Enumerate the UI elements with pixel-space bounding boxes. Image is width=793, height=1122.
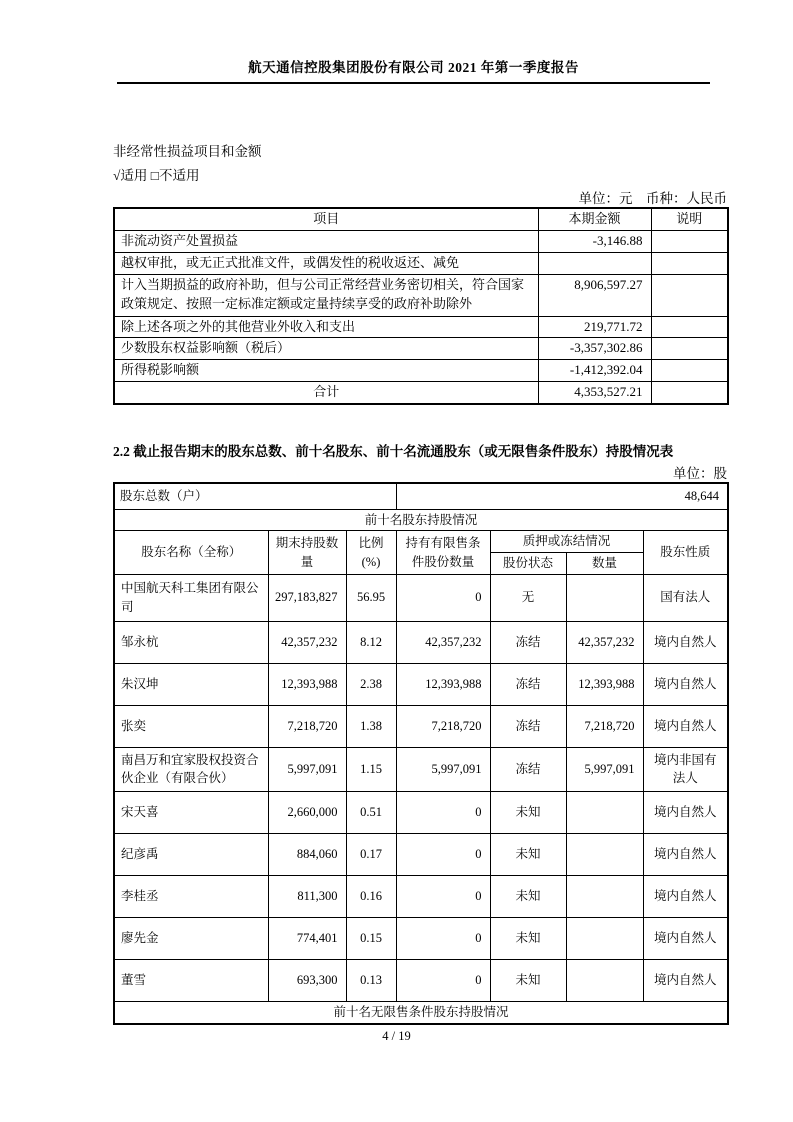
shareholder-row	[114, 833, 728, 875]
cell-item: 合计	[114, 382, 538, 404]
cell-pledge-status: 未知	[490, 791, 566, 833]
cell-shares: 7,218,720	[268, 705, 346, 747]
cell-amount: -3,357,302.86	[538, 338, 651, 360]
cell-restricted-shares: 5,997,091	[396, 747, 490, 791]
cell-pledge-qty: 42,357,232	[566, 621, 643, 663]
cell-pledge-qty: 7,218,720	[566, 705, 643, 747]
cell-ratio: 1.38	[346, 705, 396, 747]
cell-restricted-shares: 0	[396, 574, 490, 621]
cell-item: 非流动资产处置损益	[114, 230, 538, 252]
cell-pledge-qty	[566, 959, 643, 1001]
cell-pledge-qty	[566, 875, 643, 917]
shareholder-row	[114, 747, 728, 791]
table-row	[114, 274, 728, 316]
cell-restricted-shares: 0	[396, 791, 490, 833]
cell-shareholder-name: 李桂丞	[114, 875, 268, 917]
cell-ratio: 0.13	[346, 959, 396, 1001]
cell-group-header: 前十名股东持股情况	[114, 509, 728, 531]
table-row	[114, 360, 728, 382]
cell-shares: 693,300	[268, 959, 346, 1001]
cell-shareholder-nature: 境内非国有法人	[643, 747, 728, 791]
cell-pledge-qty	[566, 574, 643, 621]
cell-pledge-status: 冻结	[490, 621, 566, 663]
cell-shareholder-name: 朱汉坤	[114, 663, 268, 705]
cell-pledge-status: 无	[490, 574, 566, 621]
col-header-amount: 本期金额	[538, 208, 651, 230]
table-header-row	[114, 208, 728, 230]
non-recurring-items-table	[113, 207, 729, 405]
cell-pledge-status: 未知	[490, 875, 566, 917]
group-header-row	[114, 509, 728, 531]
page-number: 4 / 19	[382, 1029, 411, 1043]
col-header-ratio: 比例(%)	[346, 531, 396, 575]
cell-ratio: 0.16	[346, 875, 396, 917]
shareholder-row	[114, 959, 728, 1001]
section1-applicable-line: √适用 □不适用	[113, 168, 200, 183]
cell-note	[651, 338, 728, 360]
cell-shareholder-name: 邹永杭	[114, 621, 268, 663]
cell-pledge-status: 冻结	[490, 663, 566, 705]
cell-shareholder-nature: 境内自然人	[643, 705, 728, 747]
col-header-pledge: 质押或冻结情况	[490, 531, 643, 553]
shareholder-row	[114, 574, 728, 621]
cell-amount: -1,412,392.04	[538, 360, 651, 382]
table-row	[114, 252, 728, 274]
cell-restricted-shares: 0	[396, 917, 490, 959]
cell-total-shareholders-value: 48,644	[396, 483, 728, 509]
cell-ratio: 0.51	[346, 791, 396, 833]
section2-unit-line: 单位：股	[673, 466, 727, 481]
shareholder-row	[114, 791, 728, 833]
cell-shares: 2,660,000	[268, 791, 346, 833]
cell-restricted-shares: 0	[396, 833, 490, 875]
section1-title: 非经常性损益项目和金额	[113, 144, 262, 159]
cell-pledge-status: 未知	[490, 959, 566, 1001]
cell-shares: 811,300	[268, 875, 346, 917]
cell-shares: 884,060	[268, 833, 346, 875]
cell-note	[651, 252, 728, 274]
cell-ratio: 1.15	[346, 747, 396, 791]
cell-shareholder-name: 董雪	[114, 959, 268, 1001]
col-header-pledge-qty: 数量	[566, 553, 643, 575]
cell-amount: -3,146.88	[538, 230, 651, 252]
cell-bottom-group-header: 前十名无限售条件股东持股情况	[114, 1001, 728, 1024]
cell-shareholder-name: 宋天喜	[114, 791, 268, 833]
shareholder-row	[114, 621, 728, 663]
cell-shareholder-nature: 境内自然人	[643, 663, 728, 705]
cell-pledge-qty: 12,393,988	[566, 663, 643, 705]
col-header-nature: 股东性质	[643, 531, 728, 575]
table-row	[114, 338, 728, 360]
cell-amount: 4,353,527.21	[538, 382, 651, 404]
cell-note	[651, 230, 728, 252]
col-header-shares: 期末持股数量	[268, 531, 346, 575]
cell-ratio: 56.95	[346, 574, 396, 621]
cell-restricted-shares: 7,218,720	[396, 705, 490, 747]
cell-note	[651, 316, 728, 338]
page-header	[117, 56, 710, 84]
cell-restricted-shares: 0	[396, 875, 490, 917]
cell-ratio: 2.38	[346, 663, 396, 705]
cell-shareholder-name: 纪彦禹	[114, 833, 268, 875]
cell-pledge-qty	[566, 833, 643, 875]
cell-pledge-qty: 5,997,091	[566, 747, 643, 791]
cell-shareholder-nature: 境内自然人	[643, 791, 728, 833]
cell-shareholder-name: 中国航天科工集团有限公司	[114, 574, 268, 621]
cell-restricted-shares: 12,393,988	[396, 663, 490, 705]
cell-ratio: 0.15	[346, 917, 396, 959]
col-header-name: 股东名称（全称）	[114, 531, 268, 575]
col-header-restricted: 持有有限售条件股份数量	[396, 531, 490, 575]
cell-shares: 774,401	[268, 917, 346, 959]
shareholder-row	[114, 875, 728, 917]
section2-title: 2.2 截止报告期末的股东总数、前十名股东、前十名流通股东（或无限售条件股东）持股情况表	[113, 444, 674, 459]
table-row	[114, 230, 728, 252]
cell-pledge-status: 未知	[490, 917, 566, 959]
page-header-title: 航天通信控股集团股份有限公司 2021 年第一季度报告	[248, 60, 579, 75]
cell-note	[651, 382, 728, 404]
shareholder-row	[114, 917, 728, 959]
table-header-row	[114, 531, 728, 553]
cell-amount	[538, 252, 651, 274]
total-shareholders-row	[114, 483, 728, 509]
cell-ratio: 8.12	[346, 621, 396, 663]
cell-shareholder-nature: 境内自然人	[643, 959, 728, 1001]
cell-amount: 8,906,597.27	[538, 274, 651, 316]
table-total-row	[114, 382, 728, 404]
cell-shares: 297,183,827	[268, 574, 346, 621]
cell-item: 所得税影响额	[114, 360, 538, 382]
section1-unit-line: 单位：元 币种：人民币	[578, 191, 727, 206]
cell-pledge-status: 未知	[490, 833, 566, 875]
cell-pledge-status: 冻结	[490, 747, 566, 791]
cell-shareholder-name: 南昌万和宜家股权投资合伙企业（有限合伙）	[114, 747, 268, 791]
table-row	[114, 316, 728, 338]
cell-total-shareholders-label: 股东总数（户）	[114, 483, 396, 509]
col-header-item: 项目	[114, 208, 538, 230]
cell-shareholder-nature: 国有法人	[643, 574, 728, 621]
col-header-pledge-status: 股份状态	[490, 553, 566, 575]
cell-item: 越权审批，或无正式批准文件，或偶发性的税收返还、减免	[114, 252, 538, 274]
cell-shares: 12,393,988	[268, 663, 346, 705]
cell-item: 计入当期损益的政府补助，但与公司正常经营业务密切相关，符合国家政策规定、按照一定标准定额或定量持续享受的政府补助除外	[114, 274, 538, 316]
cell-shares: 5,997,091	[268, 747, 346, 791]
shareholder-row	[114, 663, 728, 705]
cell-pledge-qty	[566, 917, 643, 959]
cell-note	[651, 274, 728, 316]
cell-shareholder-nature: 境内自然人	[643, 917, 728, 959]
bottom-group-header-row	[114, 1001, 728, 1024]
cell-shareholder-name: 张奕	[114, 705, 268, 747]
shareholder-row	[114, 705, 728, 747]
col-header-note: 说明	[651, 208, 728, 230]
cell-pledge-qty	[566, 791, 643, 833]
cell-item: 除上述各项之外的其他营业外收入和支出	[114, 316, 538, 338]
cell-note	[651, 360, 728, 382]
top10-shareholders-table	[113, 482, 729, 1025]
cell-shareholder-nature: 境内自然人	[643, 833, 728, 875]
cell-shareholder-nature: 境内自然人	[643, 875, 728, 917]
cell-restricted-shares: 0	[396, 959, 490, 1001]
cell-pledge-status: 冻结	[490, 705, 566, 747]
cell-item: 少数股东权益影响额（税后）	[114, 338, 538, 360]
cell-shareholder-name: 廖先金	[114, 917, 268, 959]
cell-shares: 42,357,232	[268, 621, 346, 663]
cell-amount: 219,771.72	[538, 316, 651, 338]
cell-restricted-shares: 42,357,232	[396, 621, 490, 663]
cell-shareholder-nature: 境内自然人	[643, 621, 728, 663]
cell-ratio: 0.17	[346, 833, 396, 875]
